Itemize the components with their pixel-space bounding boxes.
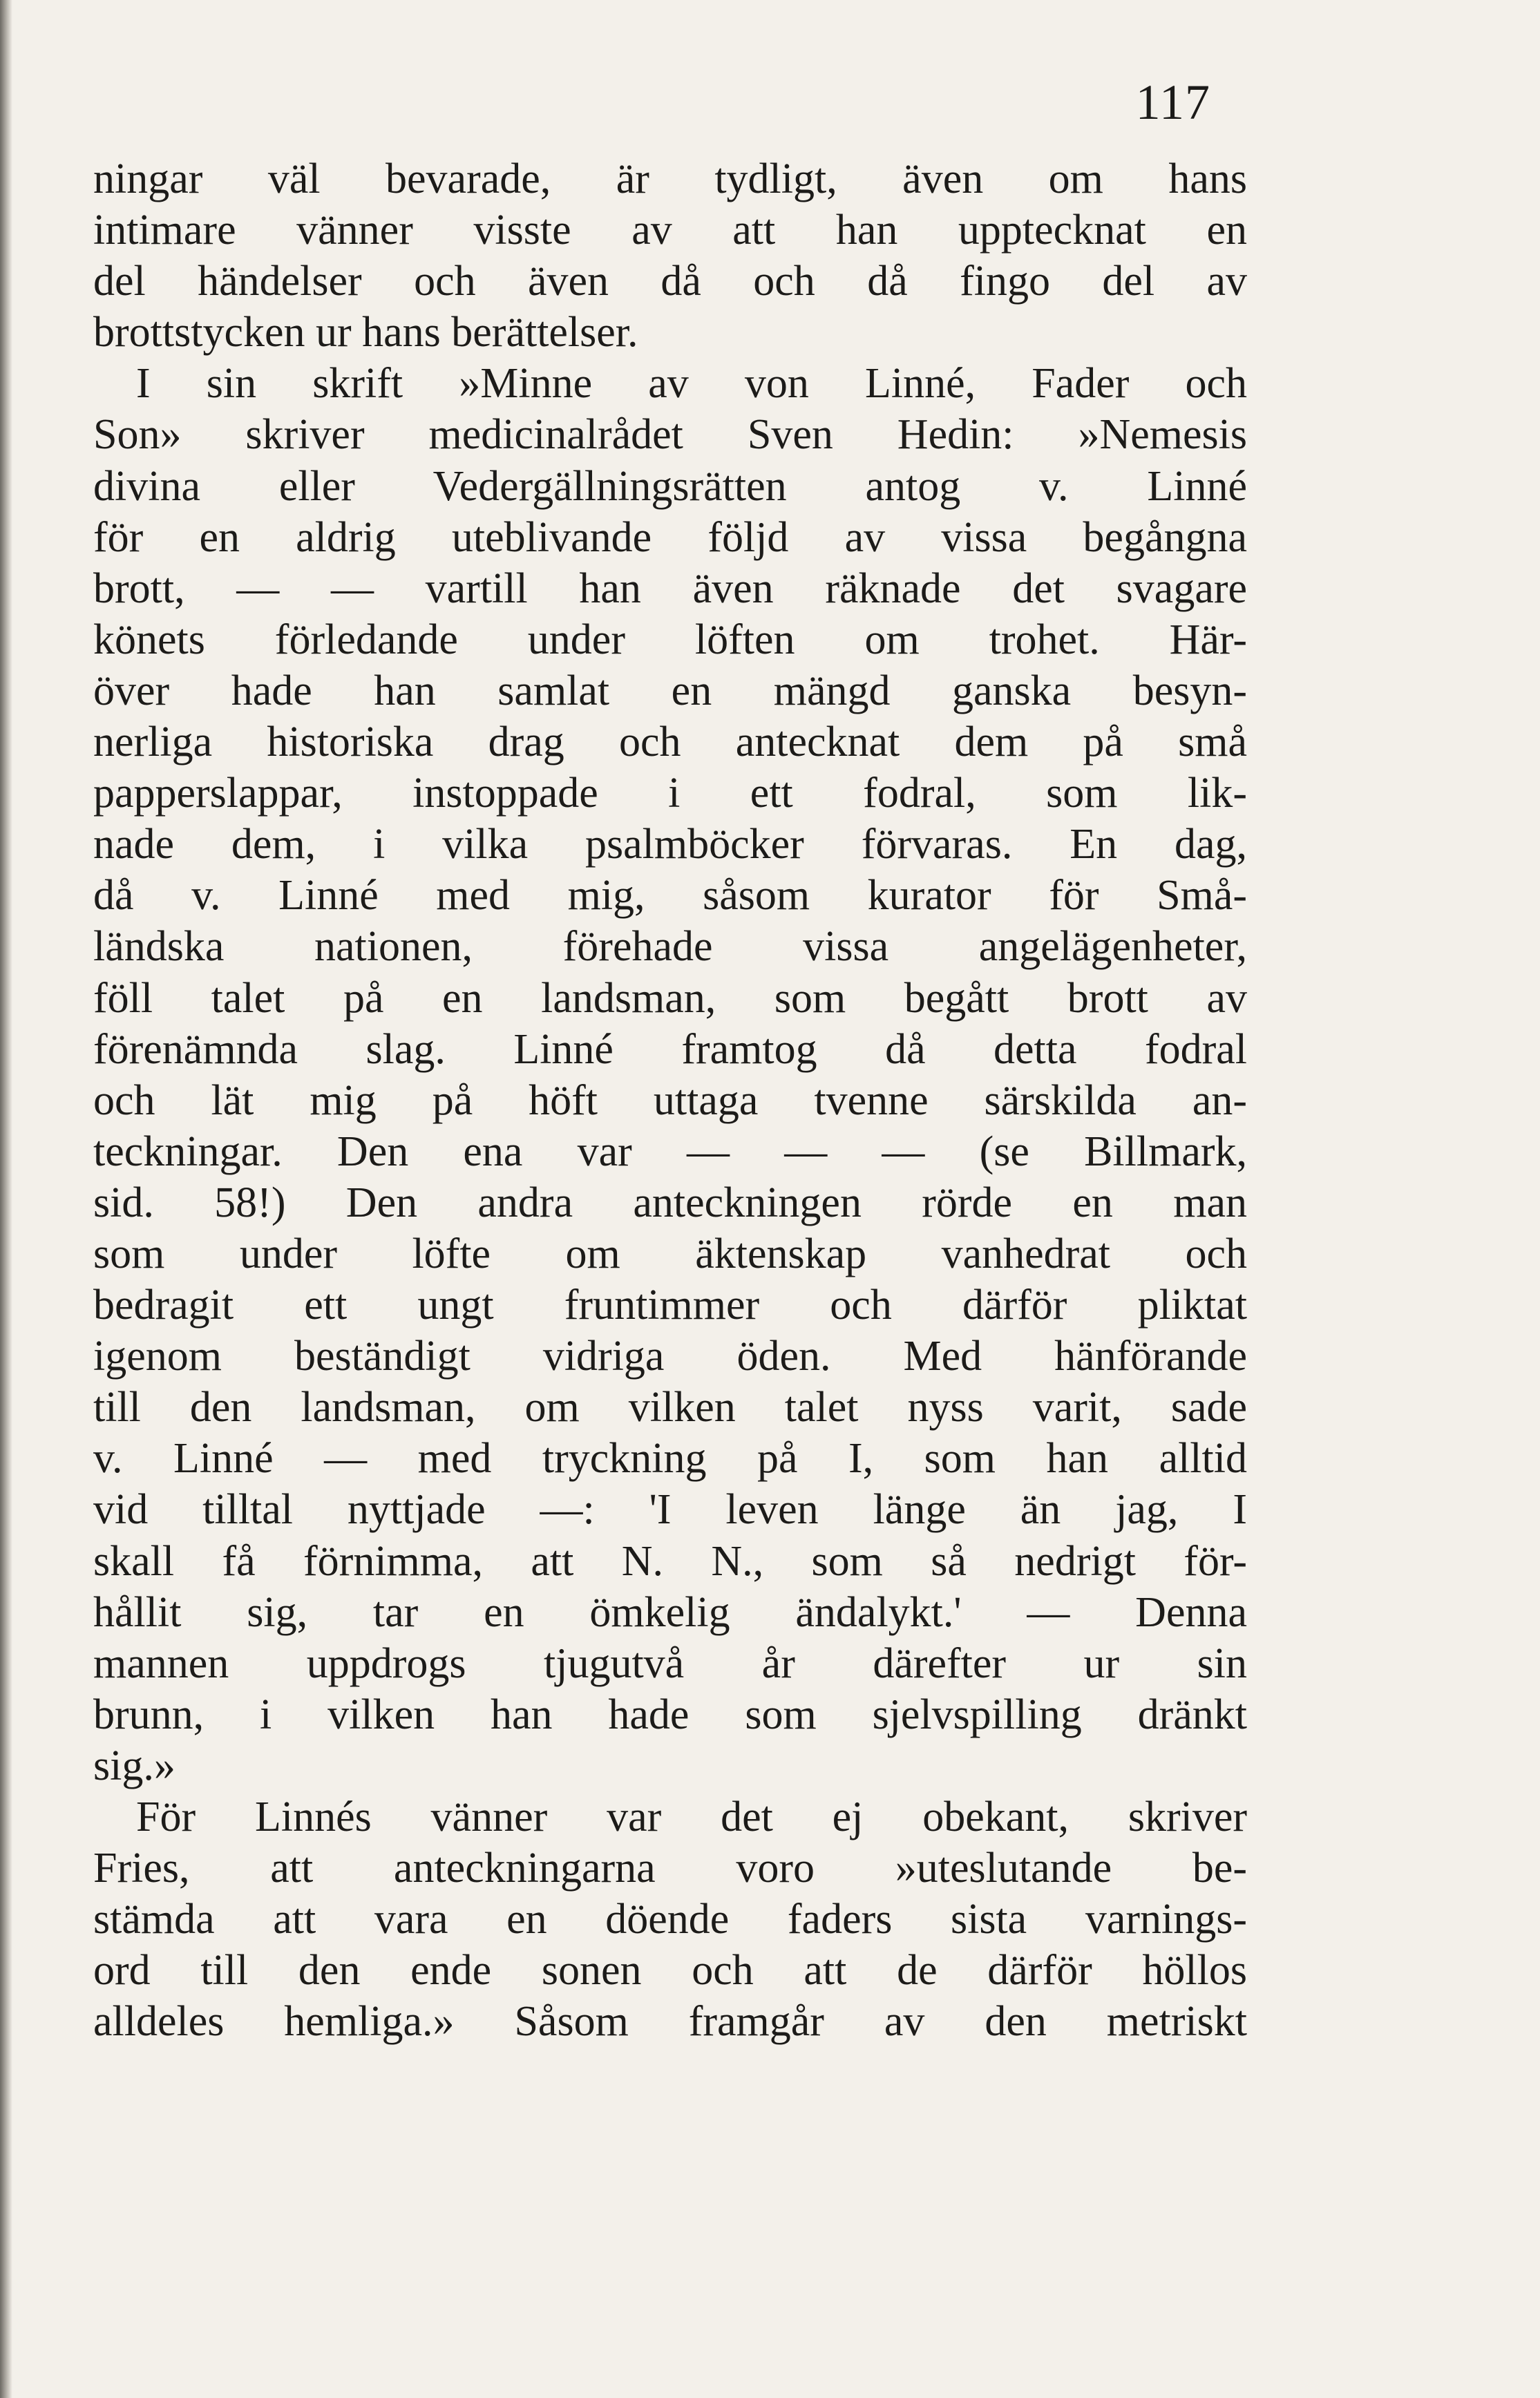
text-line: v. Linné — med tryckning på I, som han alltid <box>93 1435 1247 1483</box>
text-line: som under löfte om äktenskap vanhedrat och <box>93 1230 1247 1277</box>
text-line: över hade han samlat en mängd ganska besyn- <box>93 667 1247 714</box>
text-line: I sin skrift »Minne av von Linné, Fader och <box>136 360 1247 408</box>
text-line: brunn, i vilken han hade som sjelvspilling dränkt <box>93 1691 1247 1738</box>
text-line: för en aldrig uteblivande följd av vissa begångna <box>93 513 1247 561</box>
text-line: då v. Linné med mig, såsom kurator för Små- <box>93 872 1247 920</box>
text-line: För Linnés vänner var det ej obekant, skriver <box>136 1793 1247 1840</box>
text-line: Son» skriver medicinalrådet Sven Hedin: »Nemesis <box>93 411 1247 459</box>
text-line: Fries, att anteckningarna voro »uteslutande be- <box>93 1845 1247 1892</box>
text-line: igenom beständigt vidriga öden. Med hänförande <box>93 1333 1247 1380</box>
text-line: och lät mig på höft uttaga tvenne särskilda an- <box>93 1076 1247 1124</box>
text-line: sid. 58!) Den andra anteckningen rörde en man <box>93 1179 1247 1226</box>
text-line: intimare vänner visste av att han upptecknat en <box>93 207 1247 254</box>
text-line: vid tilltal nyttjade —: 'I leven länge än jag, I <box>93 1486 1247 1534</box>
text-line: stämda att vara en döende faders sista varnings- <box>93 1896 1247 1943</box>
text-line: mannen uppdrogs tjugutvå år därefter ur sin <box>93 1639 1247 1687</box>
text-line: brottstycken ur hans berättelser. <box>93 309 638 356</box>
text-line: papperslappar, instoppade i ett fodral, som lik- <box>93 770 1247 817</box>
text-line: förenämnda slag. Linné framtog då detta fodral <box>93 1025 1247 1073</box>
page-number: 117 <box>1135 75 1210 130</box>
page-binding-edge <box>0 0 12 2398</box>
text-line: nade dem, i vilka psalmböcker förvaras. En dag, <box>93 821 1247 868</box>
text-line: sig.» <box>93 1742 175 1789</box>
text-line: nerliga historiska drag och antecknat dem på små <box>93 719 1247 766</box>
body-text <box>93 153 1247 2047</box>
text-line: ningar väl bevarade, är tydligt, även om hans <box>93 155 1247 202</box>
text-line: divina eller Vedergällningsrätten antog v. Linné <box>93 462 1247 510</box>
text-line: föll talet på en landsman, som begått brott av <box>93 974 1247 1022</box>
text-line: bedragit ett ungt fruntimmer och därför pliktat <box>93 1282 1247 1329</box>
text-line: del händelser och även då och då fingo del av <box>93 258 1247 305</box>
text-line: skall få förnimma, att N. N., som så nedrigt för- <box>93 1537 1247 1585</box>
text-line: hållit sig, tar en ömkelig ändalykt.' — Denna <box>93 1588 1247 1636</box>
text-line: till den landsman, om vilken talet nyss varit, sade <box>93 1384 1247 1431</box>
text-line: könets förledande under löften om trohet. Här- <box>93 616 1247 663</box>
text-line: teckningar. Den ena var — — — (se Billmark, <box>93 1127 1247 1175</box>
text-line: brott, — — vartill han även räknade det svagare <box>93 564 1247 612</box>
text-line: ländska nationen, förehade vissa angelägenheter, <box>93 923 1247 971</box>
text-line: ord till den ende sonen och att de därför höllos <box>93 1947 1247 1995</box>
text-line: alldeles hemliga.» Såsom framgår av den metriskt <box>93 1998 1247 2046</box>
